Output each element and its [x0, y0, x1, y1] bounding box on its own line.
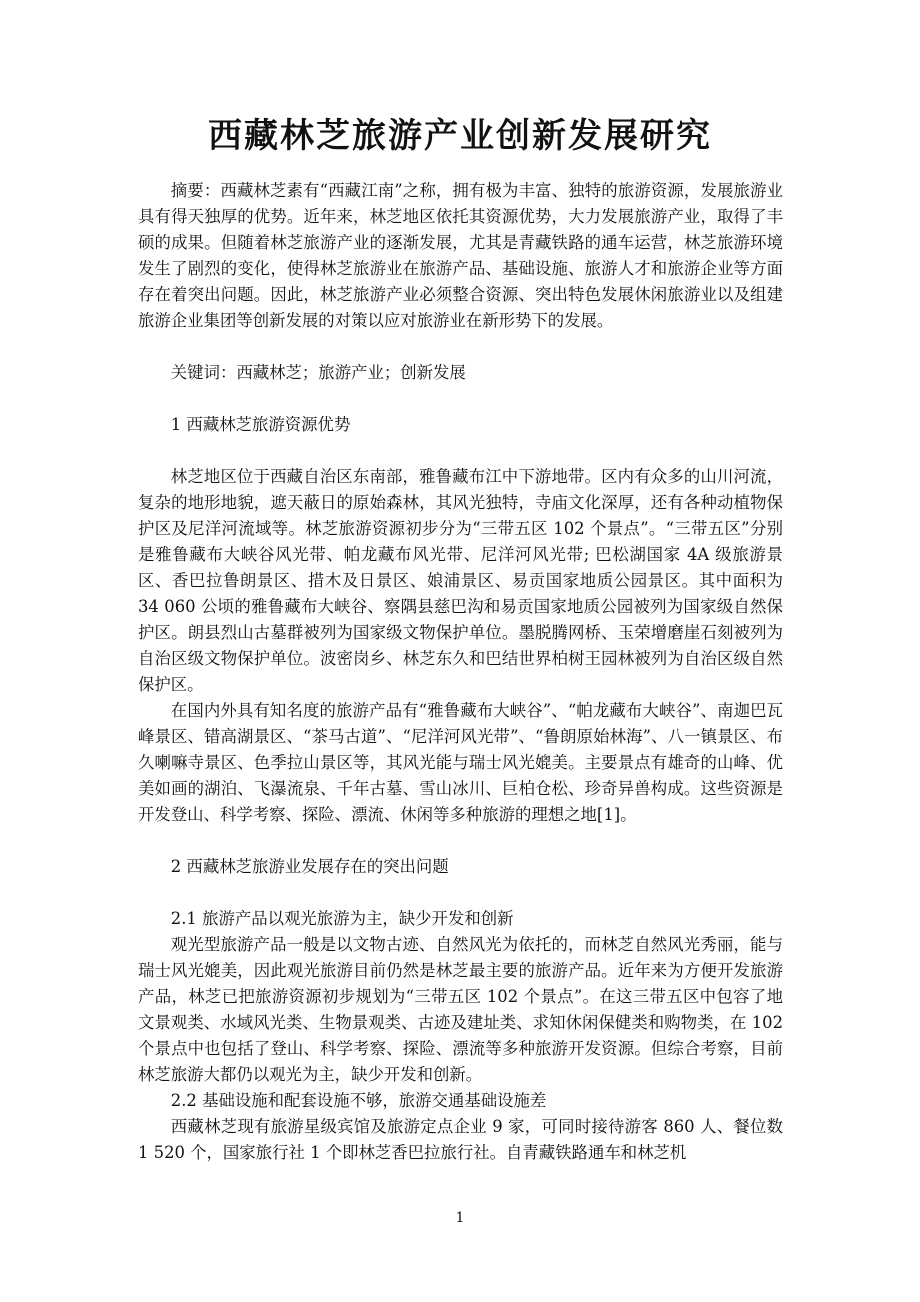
paper-body	[138, 178, 783, 1166]
section-1-paragraph-2: 在国内外具有知名度的旅游产品有“雅鲁藏布大峡谷”、“帕龙藏布大峡谷”、南迦巴瓦峰景区、错高湖景区、“茶马古道”、“尼洋河风光带”、“鲁朗原始林海”、八一镇景区、布久喇嘛寺景区、色季拉山景区等，其风光能与瑞士风光媲美。主要景点有雄奇的山峰、优美如画的湖泊、飞瀑流泉、千年古墓、雪山冰川、巨柏仓松、珍奇异兽构成。这些资源是开发登山、科学考察、探险、漂流、休闲等多种旅游的理想之地[1]。	[138, 701, 783, 824]
spacer	[138, 438, 783, 464]
subsection-2-2-paragraph: 西藏林芝现有旅游星级宾馆及旅游定点企业 9 家，可同时接待游客 860 人、餐位数 1 520 个，国家旅行社 1 个即林芝香巴拉旅行社。自青藏铁路通车和林芝机	[138, 1117, 783, 1162]
subsection-2-2-heading: 2.2 基础设施和配套设施不够，旅游交通基础设施差	[170, 1091, 547, 1110]
abstract-paragraph: 摘要：西藏林芝素有“西藏江南”之称，拥有极为丰富、独特的旅游资源，发展旅游业具有得天独厚的优势。近年来，林芝地区依托其资源优势，大力发展旅游产业，取得了丰硕的成果。但随着林芝旅游产业的逐渐发展，尤其是青藏铁路的通车运营，林芝旅游环境发生了剧烈的变化，使得林芝旅游业在旅游产品、基础设施、旅游人才和旅游企业等方面存在着突出问题。因此，林芝旅游产业必须整合资源、突出特色发展休闲旅游业以及组建旅游企业集团等创新发展的对策以应对旅游业在新形势下的发展。	[138, 181, 783, 330]
spacer	[138, 334, 783, 360]
keywords-line: 关键词：西藏林芝；旅游产业；创新发展	[170, 363, 466, 382]
subsection-2-1-heading: 2.1 旅游产品以观光旅游为主，缺少开发和创新	[170, 909, 514, 928]
spacer	[138, 386, 783, 412]
section-1-heading: 1 西藏林芝旅游资源优势	[170, 415, 351, 434]
spacer	[138, 828, 783, 854]
section-1-paragraph-1: 林芝地区位于西藏自治区东南部，雅鲁藏布江中下游地带。区内有众多的山川河流，复杂的地形地貌，遮天蔽日的原始森林，其风光独特，寺庙文化深厚，还有各种动植物保护区及尼洋河流域等。林芝旅游资源初步分为“三带五区 102 个景点”。“三带五区”分别是雅鲁藏布大峡谷风光带、帕龙藏布风光带、尼洋河风光带; 巴松湖国家 4A 级旅游景区、香巴拉鲁朗景区、措木及日景区、娘浦景区、易贡国家地质公园景区。其中面积为 34 060 公顷的雅鲁藏布大峡谷、察隅县慈巴沟和易贡国家地质公园被列为国家级自然保护区。朗县烈山古墓群被列为国家级文物保护单位。墨脱腾网桥、玉荣增磨崖石刻被列为自治区级文物保护单位。波密岗乡、林芝东久和巴结世界柏树王园林被列为自治区级自然保护区。	[138, 467, 783, 694]
section-2-heading: 2 西藏林芝旅游业发展存在的突出问题	[170, 857, 449, 876]
subsection-2-1-paragraph: 观光型旅游产品一般是以文物古迹、自然风光为依托的，而林芝自然风光秀丽，能与瑞士风光媲美，因此观光旅游目前仍然是林芝最主要的旅游产品。近年来为方便开发旅游产品，林芝已把旅游资源初步规划为“三带五区 102 个景点”。在这三带五区中包容了地文景观类、水域风光类、生物景观类、古迹及建址类、求知休闲保健类和购物类，在 102 个景点中也包括了登山、科学考察、探险、漂流等多种旅游开发资源。但综合考察，目前林芝旅游大都仍以观光为主，缺少开发和创新。	[138, 935, 783, 1084]
spacer	[138, 880, 783, 906]
paper-title: 西藏林芝旅游产业创新发展研究	[208, 116, 712, 156]
page-number: 1	[455, 1210, 465, 1226]
